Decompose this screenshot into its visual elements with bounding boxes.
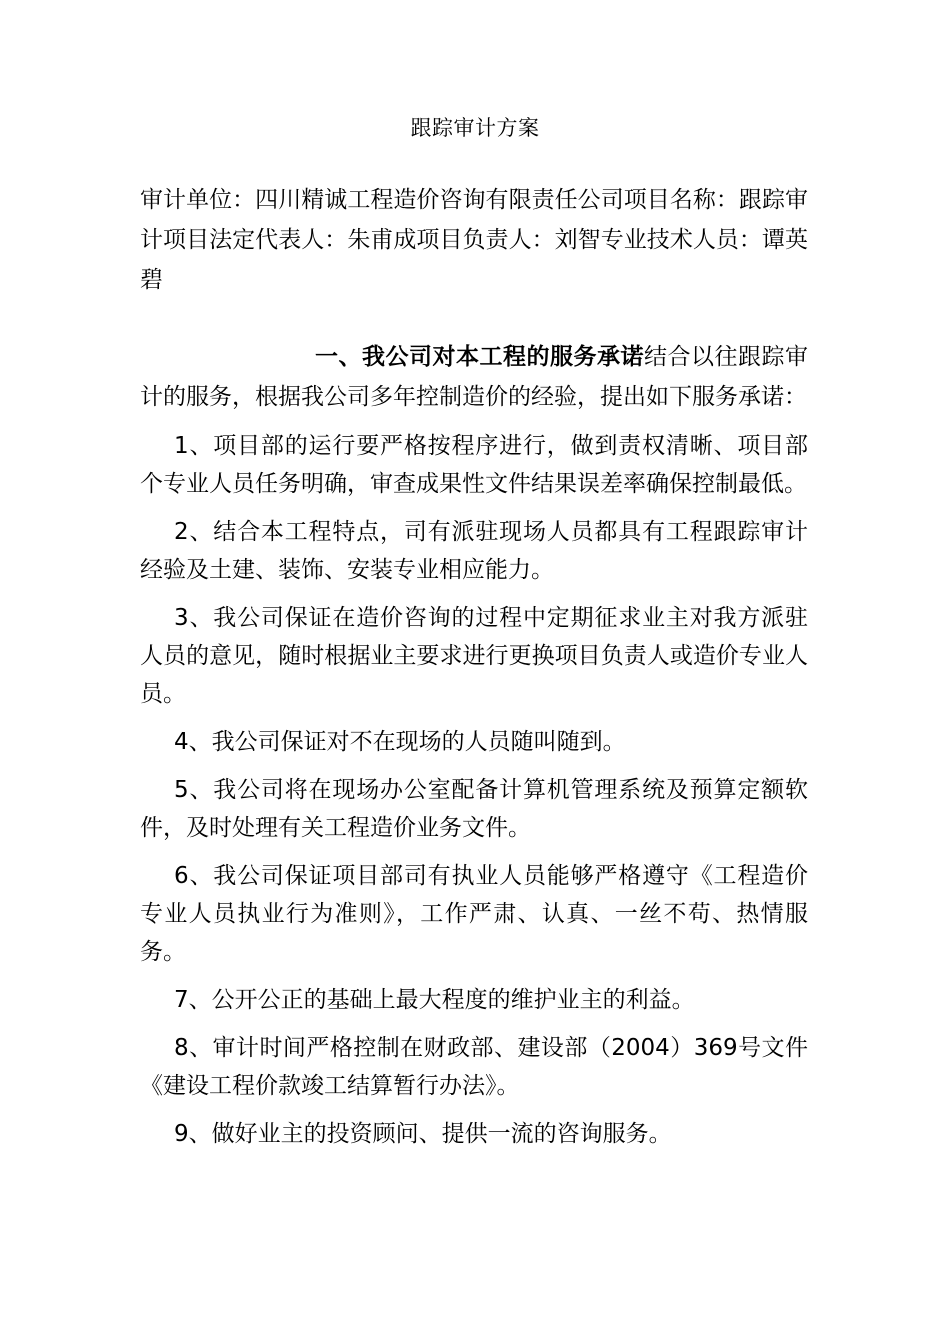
commitment-item-1: 1、项目部的运行要严格按程序进行，做到责权清晰、项目部个专业人员任务明确，审查成果性文件结果误差率确保控制最低。 [140, 433, 808, 497]
commitment-item-7: 7、公开公正的基础上最大程度的维护业主的利益。 [174, 987, 695, 1013]
commitment-item-2: 2、结合本工程特点，司有派驻现场人员都具有工程跟踪审计经验及土建、装饰、安装专业相应能力。 [140, 519, 808, 583]
commitment-item-5: 5、我公司将在现场办公室配备计算机管理系统及预算定额软件，及时处理有关工程造价业务文件。 [140, 777, 808, 841]
commitment-item-4: 4、我公司保证对不在现场的人员随叫随到。 [174, 729, 626, 755]
section-heading: 一、我公司对本工程的服务承诺 [315, 344, 644, 370]
commitment-item-8: 8、审计时间严格控制在财政部、建设部（2004）369号文件《建设工程价款竣工结算暂行办法》。 [140, 1035, 808, 1099]
service-commitment-section [140, 337, 808, 1153]
commitment-item-3: 3、我公司保证在造价咨询的过程中定期征求业主对我方派驻人员的意见，随时根据业主要求进行更换项目负责人或造价专业人员。 [140, 605, 808, 707]
audit-info-paragraph: 审计单位：四川精诚工程造价咨询有限责任公司项目名称：跟踪审计项目法定代表人：朱甫成项目负责人：刘智专业技术人员：谭英碧 [140, 187, 808, 293]
section-intro-text: 结合以往跟踪审计的服务，根据我公司多年控制造价的经验，提出如下服务承诺： [140, 344, 808, 410]
section-intro-paragraph [140, 337, 808, 417]
commitment-item-9: 9、做好业主的投资顾问、提供一流的咨询服务。 [174, 1121, 672, 1147]
commitment-item-6: 6、我公司保证项目部司有执业人员能够严格遵守《工程造价专业人员执业行为准则》，工作严肃、认真、一丝不苟、热情服务。 [140, 863, 808, 965]
document-title: 跟踪审计方案 [410, 116, 540, 140]
